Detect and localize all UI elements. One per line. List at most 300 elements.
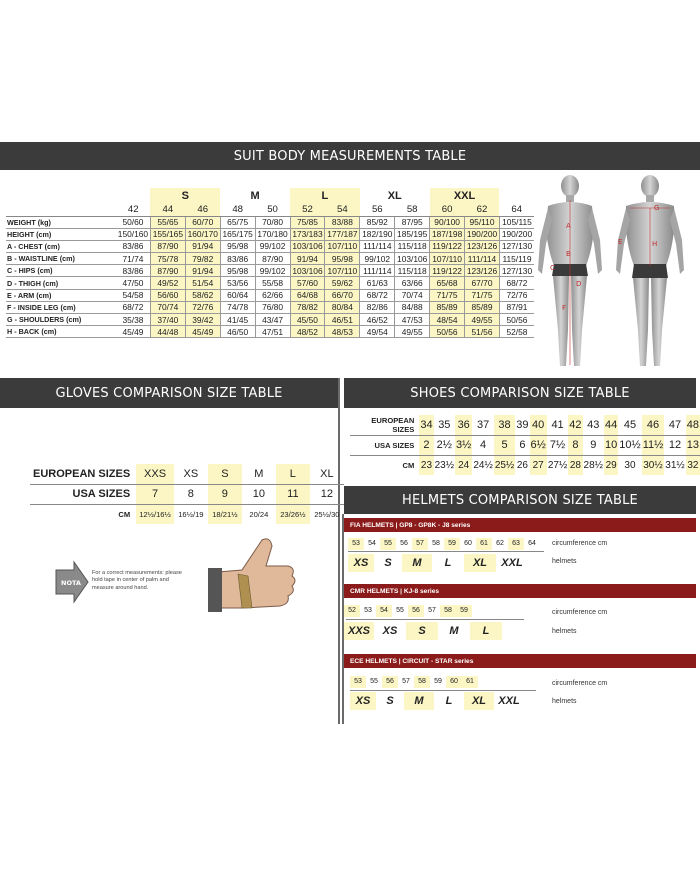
suit-cell: 103/106 — [290, 265, 325, 277]
gloves-row-label: USA SIZES — [30, 484, 136, 504]
suit-cell: 91/94 — [290, 253, 325, 265]
shoes-row — [350, 415, 700, 435]
fia-circumference-value: 55 — [380, 538, 396, 550]
suit-cell: 47/50 — [116, 277, 150, 289]
back-body-figure — [616, 175, 684, 366]
shoes-cell: 4 — [472, 435, 493, 455]
shoes-cell: 41 — [547, 415, 568, 435]
shoes-cell: 43 — [583, 415, 604, 435]
suit-size-number: 48 — [220, 203, 255, 216]
helmets-left-divider — [342, 514, 344, 724]
figure-letter-g: G — [654, 204, 660, 212]
gloves-cell: M — [242, 464, 276, 484]
suit-cell: 71/74 — [116, 253, 150, 265]
suit-cell: 95/98 — [220, 265, 255, 277]
suit-size-number: 64 — [499, 203, 534, 216]
suit-cell: 165/175 — [220, 228, 255, 240]
suit-cell: 111/114 — [360, 240, 395, 252]
fia-helmet-size: S — [384, 557, 392, 569]
suit-cell: 170/180 — [255, 228, 290, 240]
suit-cell: 70/74 — [395, 289, 430, 301]
shoes-cell: 8 — [568, 435, 582, 455]
shoes-cell: 35 — [434, 415, 455, 435]
suit-cell: 74/78 — [220, 301, 255, 313]
cmr-circumference-value: 54 — [376, 605, 392, 617]
shoes-title: SHOES COMPARISON SIZE TABLE — [410, 385, 630, 401]
suit-cell: 48/53 — [325, 326, 360, 338]
suit-cell: 57/60 — [290, 277, 325, 289]
gloves-row — [30, 484, 344, 504]
suit-cell: 107/110 — [430, 253, 465, 265]
suit-cell: 103/106 — [395, 253, 430, 265]
suit-cell: 35/38 — [116, 314, 150, 326]
gloves-cell: L — [276, 464, 310, 484]
suit-size-number: 42 — [116, 203, 150, 216]
helmets-title-bar — [344, 486, 696, 514]
suit-cell: 105/115 — [499, 216, 534, 228]
suit-measurement-row — [6, 240, 534, 252]
suit-cell: 103/106 — [290, 240, 325, 252]
suit-cell: 47/51 — [255, 326, 290, 338]
suit-cell: 60/70 — [185, 216, 220, 228]
cmr-circumference-value: 58 — [440, 605, 456, 617]
shoes-size-table — [350, 415, 700, 475]
suit-cell: 83/88 — [325, 216, 360, 228]
gloves-cell: 12½/16½ — [136, 504, 174, 524]
fia-helmet-size: XL — [464, 554, 496, 572]
helmet-section-fia — [344, 518, 696, 532]
cmr-helmet-size: S — [406, 622, 438, 640]
gloves-cell: XS — [174, 464, 208, 484]
gloves-right-divider — [338, 378, 340, 724]
suit-cell: 190/200 — [465, 228, 500, 240]
suit-cell: 99/102 — [255, 240, 290, 252]
gloves-cell: 23/26½ — [276, 504, 310, 524]
suit-measurement-row — [6, 265, 534, 277]
ece-circumference-value: 56 — [382, 676, 398, 688]
shoes-row-label: USA SIZES — [350, 435, 419, 455]
shoes-cell: 47 — [664, 415, 685, 435]
helmet-section-cmr-name: CMR HELMETS | KJ-8 series — [350, 587, 440, 595]
shoes-cell: 27 — [530, 455, 547, 475]
shoes-cell: 10 — [604, 435, 618, 455]
fia-circumference-value: 59 — [444, 538, 460, 550]
shoes-cell: 34 — [419, 415, 433, 435]
cmr-helmet-size: L — [470, 622, 502, 640]
suit-cell: 52/58 — [499, 326, 534, 338]
shoes-cell: 9 — [583, 435, 604, 455]
suit-cell: 127/130 — [499, 240, 534, 252]
fia-circumference-value: 61 — [476, 538, 492, 550]
suit-cell: 50/56 — [430, 326, 465, 338]
nota-label: NOTA — [61, 579, 81, 587]
shoes-cell: 24 — [455, 455, 472, 475]
suit-measurement-row — [6, 289, 534, 301]
ece-helmet-size: XXL — [498, 695, 520, 707]
suit-cell: 67/70 — [465, 277, 500, 289]
shoes-cell: 40 — [530, 415, 547, 435]
suit-cell: 43/47 — [255, 314, 290, 326]
suit-cell: 119/122 — [430, 265, 465, 277]
fia-circumference-row — [348, 538, 540, 550]
cmr-row-divider — [346, 619, 524, 620]
suit-cell: 48/52 — [290, 326, 325, 338]
fia-circumference-value: 53 — [348, 538, 364, 550]
cmr-circumference-value: 55 — [396, 607, 404, 614]
shoes-cell: 31½ — [665, 459, 685, 471]
shoes-cell: 24½ — [473, 459, 493, 471]
cmr-helmets-label: helmets — [552, 628, 577, 635]
suit-cell: 76/80 — [255, 301, 290, 313]
shoes-title-bar — [344, 378, 696, 408]
suit-row-label: C - HIPS (cm) — [6, 265, 116, 277]
fia-circumference-value: 57 — [412, 538, 428, 550]
ece-circumference-value: 55 — [370, 678, 378, 685]
fia-circumference-value: 63 — [508, 538, 524, 550]
shoes-cell: 27½ — [547, 459, 568, 471]
nota-arrow-icon — [54, 560, 90, 604]
suit-measurement-row — [6, 216, 534, 228]
fia-helmets-label: helmets — [552, 558, 577, 565]
suit-cell: 87/90 — [150, 240, 185, 252]
shoes-cell: 2½ — [434, 435, 455, 455]
fia-row-divider — [348, 551, 544, 552]
gloves-cell: XL — [310, 464, 344, 484]
suit-cell: 49/55 — [395, 326, 430, 338]
cmr-circumference-value: 52 — [344, 605, 360, 617]
shoes-cell: 13 — [686, 435, 700, 455]
suit-cell: 187/198 — [430, 228, 465, 240]
suit-size-number: 54 — [325, 203, 360, 216]
shoes-cell: 37 — [472, 415, 493, 435]
suit-cell: 83/86 — [116, 265, 150, 277]
shoes-cell: 23 — [419, 455, 433, 475]
shoes-row-label: EUROPEAN SIZES — [350, 415, 419, 435]
gloves-cell: 12 — [310, 484, 344, 504]
suit-cell: 59/62 — [325, 277, 360, 289]
ece-helmets-label: helmets — [552, 698, 577, 705]
shoes-cell: 12 — [664, 435, 685, 455]
figure-letter-f: F — [562, 304, 567, 312]
suit-measurement-row — [6, 326, 534, 338]
suit-cell: 99/102 — [255, 265, 290, 277]
suit-size-number: 58 — [395, 203, 430, 216]
helmet-section-fia-name: FIA HELMETS | GP8 - GP8K - J8 series — [350, 521, 471, 529]
suit-size-group: S — [150, 188, 220, 203]
suit-cell: 173/183 — [290, 228, 325, 240]
suit-cell: 82/86 — [360, 301, 395, 313]
suit-cell: 83/86 — [116, 240, 150, 252]
ece-circumference-row — [350, 676, 478, 688]
suit-cell: 107/110 — [325, 265, 360, 277]
suit-cell: 95/98 — [220, 240, 255, 252]
suit-cell: 48/54 — [430, 314, 465, 326]
suit-size-group: XXL — [430, 188, 500, 203]
gloves-cell: 7 — [136, 484, 174, 504]
front-body-figure — [538, 175, 602, 366]
suit-cell: 49/55 — [465, 314, 500, 326]
gloves-row-label: EUROPEAN SIZES — [30, 464, 136, 484]
gloves-cell: 18/21½ — [208, 504, 242, 524]
suit-cell: 123/126 — [465, 265, 500, 277]
nota-instructions: For a correct measurements: please hold tape in center of palm and measure around hand. — [92, 570, 182, 591]
suit-cell: 75/78 — [150, 253, 185, 265]
shoes-row — [350, 435, 700, 455]
gloves-row — [30, 464, 344, 484]
fia-circ-label: circumference cm — [552, 540, 608, 547]
shoes-cell: 6½ — [530, 435, 547, 455]
suit-cell: 54/58 — [116, 289, 150, 301]
suit-cell: 95/98 — [325, 253, 360, 265]
suit-measurement-row — [6, 301, 534, 313]
suit-cell: 111/114 — [360, 265, 395, 277]
suit-cell: 99/102 — [360, 253, 395, 265]
suit-measurement-row — [6, 253, 534, 265]
suit-size-number: 46 — [185, 203, 220, 216]
suit-cell: 72/76 — [185, 301, 220, 313]
suit-size-group — [499, 188, 534, 203]
shoes-cell: 46 — [642, 415, 665, 435]
suit-cell: 61/63 — [360, 277, 395, 289]
suit-cell: 87/91 — [499, 301, 534, 313]
suit-cell: 53/56 — [220, 277, 255, 289]
suit-row-label: G - SHOULDERS (cm) — [6, 314, 116, 326]
shoes-cell: 30 — [624, 459, 636, 471]
shoes-cell: 25½ — [494, 455, 515, 475]
suit-cell: 66/70 — [325, 289, 360, 301]
gloves-title-bar — [0, 378, 338, 408]
helmet-section-cmr — [344, 584, 696, 598]
gloves-cell: XXS — [136, 464, 174, 484]
ece-helmet-row — [350, 692, 524, 710]
gloves-row — [30, 504, 344, 524]
suit-cell: 123/126 — [465, 240, 500, 252]
suit-cell: 182/190 — [360, 228, 395, 240]
suit-cell: 68/72 — [499, 277, 534, 289]
suit-cell: 46/51 — [325, 314, 360, 326]
suit-cell: 68/72 — [116, 301, 150, 313]
suit-measurements-table — [6, 188, 534, 338]
shoes-cell: 28½ — [583, 459, 604, 471]
gloves-row-label: CM — [118, 509, 131, 519]
fia-circumference-value: 58 — [432, 540, 440, 547]
fia-helmet-row — [348, 554, 528, 572]
figure-letter-e: E — [618, 238, 623, 246]
gloves-cell: S — [208, 464, 242, 484]
shoes-cell: 36 — [455, 415, 472, 435]
suit-cell: 55/65 — [150, 216, 185, 228]
suit-title: SUIT BODY MEASUREMENTS TABLE — [233, 148, 467, 164]
suit-cell: 62/66 — [255, 289, 290, 301]
shoes-cell: 10½ — [618, 435, 641, 455]
ece-circumference-value: 53 — [350, 676, 366, 688]
fia-helmet-size: XXL — [501, 557, 523, 569]
cmr-circumference-value: 53 — [364, 607, 372, 614]
figure-letter-h: H — [652, 240, 658, 248]
cmr-circumference-value: 57 — [428, 607, 436, 614]
suit-cell: 190/200 — [499, 228, 534, 240]
shoes-cell: 32 — [686, 455, 700, 475]
suit-row-label: WEIGHT (kg) — [6, 216, 116, 228]
shoes-cell: 23½ — [434, 459, 455, 471]
suit-cell: 115/118 — [395, 240, 430, 252]
cmr-circumference-value: 56 — [408, 605, 424, 617]
fia-helmet-size: M — [402, 554, 432, 572]
suit-cell: 70/80 — [255, 216, 290, 228]
cmr-circumference-value: 59 — [456, 605, 472, 617]
suit-cell: 127/130 — [499, 265, 534, 277]
suit-measurement-row — [6, 314, 534, 326]
shoes-row-label: CM — [402, 460, 415, 470]
suit-size-number: 60 — [430, 203, 465, 216]
fia-circumference-value: 54 — [368, 540, 376, 547]
ece-circumference-value: 57 — [402, 678, 410, 685]
suit-size-number-row — [6, 203, 534, 216]
ece-circumference-value: 59 — [434, 678, 442, 685]
suit-cell: 107/110 — [325, 240, 360, 252]
gloves-cell: 9 — [208, 484, 242, 504]
gloves-size-table — [30, 464, 344, 524]
suit-corner-cell — [6, 188, 116, 203]
ece-circumference-value: 61 — [462, 676, 478, 688]
suit-row-label: B - WAISTLINE (cm) — [6, 253, 116, 265]
suit-title-bar — [0, 142, 700, 170]
shoes-cell: 2 — [419, 435, 433, 455]
suit-size-number: 44 — [150, 203, 185, 216]
fia-circumference-value: 62 — [496, 540, 504, 547]
suit-cell: 75/85 — [290, 216, 325, 228]
ece-circ-label: circumference cm — [552, 680, 608, 687]
suit-cell: 95/110 — [465, 216, 500, 228]
suit-cell: 49/52 — [150, 277, 185, 289]
shoes-cell: 38 — [494, 415, 515, 435]
suit-size-group: XL — [387, 189, 402, 202]
suit-cell: 87/95 — [395, 216, 430, 228]
suit-cell: 185/195 — [395, 228, 430, 240]
suit-cell: 39/42 — [185, 314, 220, 326]
suit-cell: 160/170 — [185, 228, 220, 240]
suit-cell: 41/45 — [220, 314, 255, 326]
suit-size-number: 50 — [255, 203, 290, 216]
suit-size-number: 52 — [290, 203, 325, 216]
cmr-helmet-size: M — [449, 625, 459, 637]
shoes-cell: 26 — [516, 459, 528, 471]
suit-cell: 177/187 — [325, 228, 360, 240]
ece-helmet-size: XS — [350, 692, 376, 710]
shoes-cell: 44 — [604, 415, 618, 435]
cmr-circumference-row — [344, 605, 472, 617]
gloves-cell: 11 — [276, 484, 310, 504]
ece-helmet-size: L — [445, 695, 453, 707]
suit-cell: 155/165 — [150, 228, 185, 240]
suit-row-label: H - BACK (cm) — [6, 326, 116, 338]
suit-cell: 91/94 — [185, 265, 220, 277]
fia-helmet-size: XS — [348, 554, 374, 572]
suit-cell: 45/50 — [290, 314, 325, 326]
suit-size-group-row — [6, 188, 534, 203]
ece-helmet-size: S — [386, 695, 394, 707]
suit-cell: 70/74 — [150, 301, 185, 313]
suit-measurement-row — [6, 277, 534, 289]
suit-cell: 87/90 — [255, 253, 290, 265]
fia-circumference-value: 56 — [400, 540, 408, 547]
figure-letter-a: A — [566, 222, 571, 230]
shoes-row — [350, 455, 700, 475]
helmet-section-ece — [344, 654, 696, 668]
gloves-cell: 16½/19 — [178, 509, 204, 519]
shoes-cell: 29 — [604, 455, 618, 475]
suit-cell: 68/72 — [360, 289, 395, 301]
fia-helmet-size: L — [444, 557, 452, 569]
ece-helmet-size: XL — [464, 692, 494, 710]
suit-cell: 85/89 — [430, 301, 465, 313]
suit-cell: 150/160 — [116, 228, 150, 240]
helmet-section-ece-name: ECE HELMETS | CIRCUIT - STAR series — [350, 657, 474, 665]
cmr-helmet-size: XXS — [344, 622, 374, 640]
cmr-circ-label: circumference cm — [552, 609, 608, 616]
shoes-cell: 5 — [494, 435, 515, 455]
shoes-cell: 28 — [568, 455, 582, 475]
suit-cell: 85/92 — [360, 216, 395, 228]
shoes-cell: 11½ — [642, 435, 665, 455]
ece-circumference-value: 58 — [414, 676, 430, 688]
suit-cell: 44/48 — [150, 326, 185, 338]
ece-helmet-size: M — [404, 692, 434, 710]
shoes-cell: 7½ — [547, 435, 568, 455]
suit-cell: 50/56 — [499, 314, 534, 326]
suit-cell: 60/64 — [220, 289, 255, 301]
suit-row-label: F - INSIDE LEG (cm) — [6, 301, 116, 313]
shoes-cell: 6 — [515, 435, 529, 455]
suit-cell: 49/54 — [360, 326, 395, 338]
cmr-helmet-size: XS — [382, 625, 398, 637]
suit-cell: 111/114 — [465, 253, 500, 265]
gloves-title: GLOVES COMPARISON SIZE TABLE — [55, 385, 283, 401]
shoes-cell: 48 — [686, 415, 700, 435]
suit-row-label: D - THIGH (cm) — [6, 277, 116, 289]
suit-cell: 84/88 — [395, 301, 430, 313]
suit-row-label: E - ARM (cm) — [6, 289, 116, 301]
suit-cell: 91/94 — [185, 240, 220, 252]
suit-cell: 119/122 — [430, 240, 465, 252]
suit-cell: 80/84 — [325, 301, 360, 313]
suit-cell: 72/76 — [499, 289, 534, 301]
suit-cell: 85/89 — [465, 301, 500, 313]
helmets-title: HELMETS COMPARISON SIZE TABLE — [402, 492, 638, 508]
suit-cell: 78/82 — [290, 301, 325, 313]
suit-cell: 79/82 — [185, 253, 220, 265]
suit-cell: 63/66 — [395, 277, 430, 289]
body-measurement-figure — [536, 170, 696, 375]
suit-cell: 71/75 — [430, 289, 465, 301]
suit-size-group: L — [290, 188, 360, 203]
shoes-cell: 39 — [515, 415, 529, 435]
gloves-cell: 8 — [174, 484, 208, 504]
suit-cell: 46/52 — [360, 314, 395, 326]
suit-cell: 37/40 — [150, 314, 185, 326]
suit-size-group — [116, 188, 150, 203]
ece-circumference-value: 60 — [446, 676, 462, 688]
shoes-cell: 42 — [568, 415, 582, 435]
suit-cell: 115/119 — [499, 253, 534, 265]
figure-letter-c: C — [550, 264, 555, 272]
suit-corner-cell — [6, 203, 116, 216]
suit-row-label: HEIGHT (cm) — [6, 228, 116, 240]
suit-cell: 50/60 — [116, 216, 150, 228]
gloves-cell: 25½/30 — [314, 509, 340, 519]
suit-cell: 46/50 — [220, 326, 255, 338]
suit-cell: 83/86 — [220, 253, 255, 265]
